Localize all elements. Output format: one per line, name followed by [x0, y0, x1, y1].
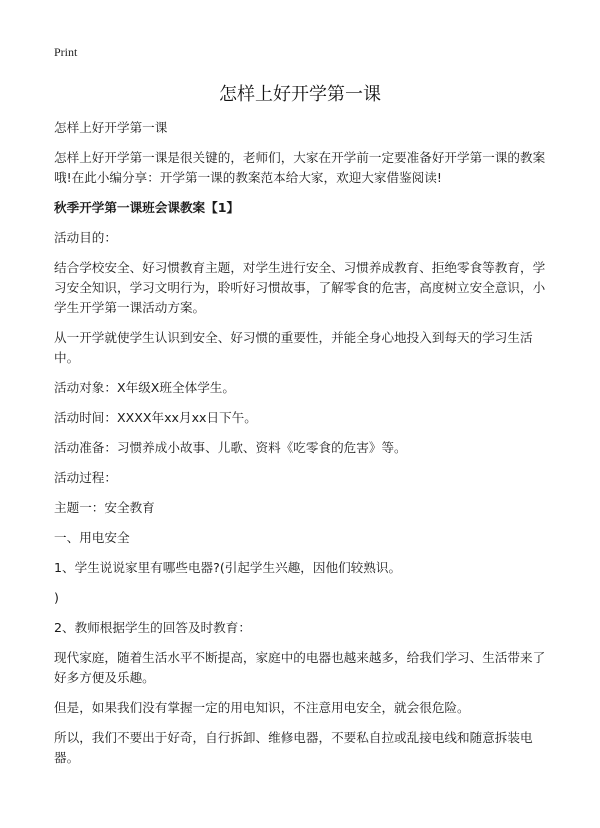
page-title: 怎样上好开学第一课	[219, 84, 381, 105]
subtitle-paragraph: 怎样上好开学第一课	[54, 120, 168, 135]
document-body	[54, 118, 548, 778]
paragraph: 但是，如果我们没有掌握一定的用电知识，不注意用电安全，就会很危险。	[54, 700, 470, 715]
paragraph: 主题一：安全教育	[54, 500, 155, 515]
paragraph: 从一开学就使学生认识到安全、好习惯的重要性，并能全身心地投入到每天的学习生活中。	[54, 330, 533, 365]
paragraph: 活动过程：	[54, 470, 117, 485]
intro-paragraph: 怎样上好开学第一课是很关键的，老师们，大家在开学前一定要准备好开学第一课的教案哦!在此小编分享：开学第一课的教案范本给大家，欢迎大家借鉴阅读!	[54, 150, 546, 185]
paragraph: 活动对象：X年级X班全体学生。	[54, 380, 235, 395]
paragraph: 1、学生说说家里有哪些电器?(引起学生兴趣，因他们较熟识。	[54, 560, 402, 575]
paragraph: 活动时间：XXXX年xx月xx日下午。	[54, 410, 257, 425]
paragraph: 所以，我们不要出于好奇，自行拆卸、维修电器，不要私自拉或乱接电线和随意拆装电器。	[54, 730, 533, 765]
paragraph: 活动目的：	[54, 230, 117, 245]
paragraph: 结合学校安全、好习惯教育主题，对学生进行安全、习惯养成教育、拒绝零食等教育，学习安全知识，学习文明行为，聆听好习惯故事，了解零食的危害，高度树立安全意识，小学生开学第一课活动方案。	[54, 260, 546, 315]
paragraph: 一、用电安全	[54, 530, 130, 545]
paragraph: 活动准备：习惯养成小故事、儿歌、资料《吃零食的危害》等。	[54, 440, 407, 455]
section-heading: 秋季开学第一课班会课教案【1】	[54, 200, 240, 215]
paragraph: 现代家庭，随着生活水平不断提高，家庭中的电器也越来越多，给我们学习、生活带来了好多方便及乐趣。	[54, 650, 546, 685]
print-label: Print	[54, 45, 78, 59]
paragraph: )	[54, 590, 59, 605]
paragraph: 2、教师根据学生的回答及时教育：	[54, 620, 251, 635]
